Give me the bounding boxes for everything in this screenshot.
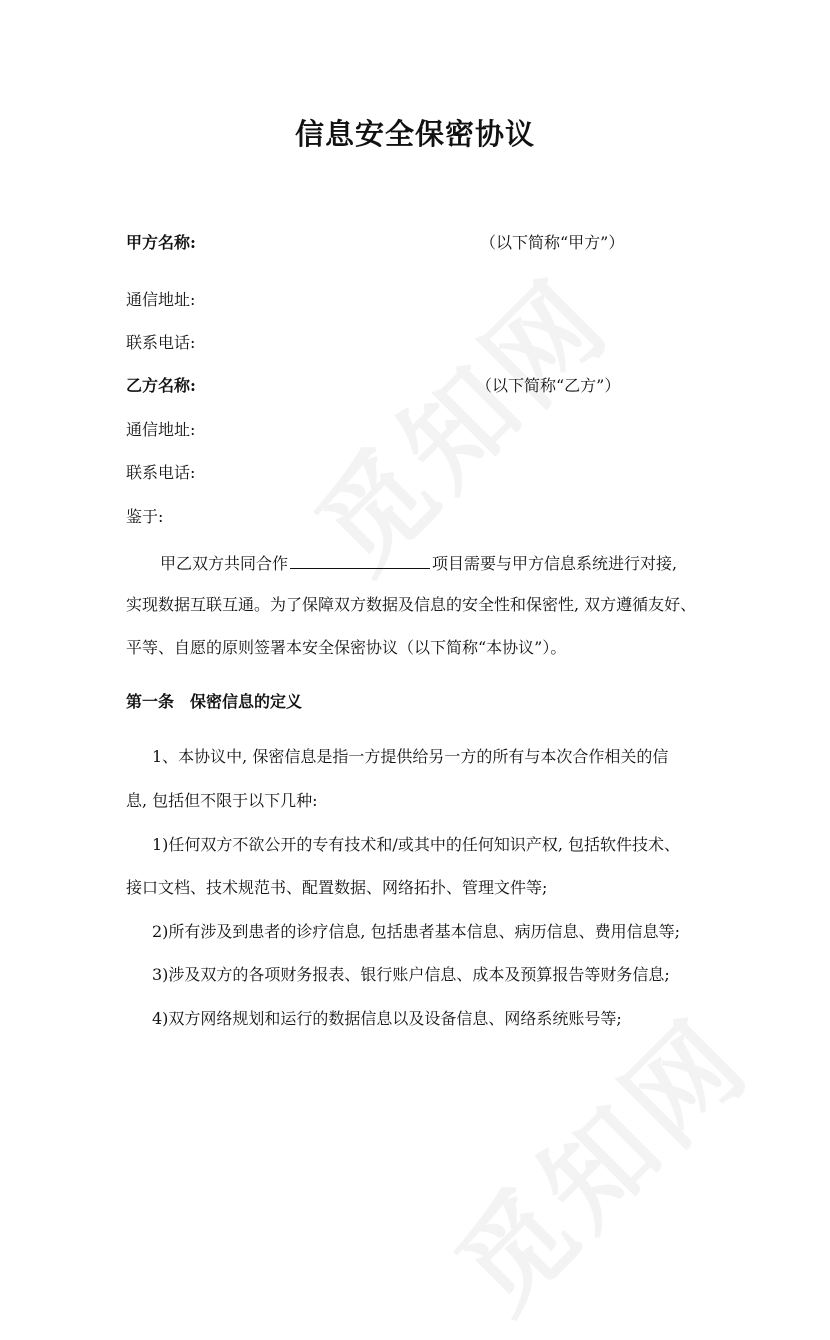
whereas-paragraph-line [160,550,677,575]
party-b-alias: （以下简称“乙方”） [476,376,621,395]
party-a-phone-label: 联系电话: [126,333,196,352]
party-b-address-label: 通信地址: [126,420,196,439]
party-b-phone-label: 联系电话: [126,463,196,482]
article-paragraph-line: 息, 包括但不限于以下几种: [126,791,318,810]
whereas-text: 项目需要与甲方信息系统进行对接, [432,554,678,573]
list-item: 3)涉及双方的各项财务报表、银行账户信息、成本及预算报告等财务信息; [152,965,670,984]
list-item: 1)任何双方不欲公开的专有技术和/或其中的任何知识产权, 包括软件技术、 [152,835,680,854]
whereas-paragraph-line: 实现数据互联互通。为了保障双方数据及信息的安全性和保密性, 双方遵循友好、 [126,595,697,614]
article-paragraph-line: 1、本协议中, 保密信息是指一方提供给另一方的所有与本次合作相关的信 [152,747,669,766]
whereas-label: 鉴于: [126,507,164,526]
watermark [416,978,778,1340]
list-item: 2)所有涉及到患者的诊疗信息, 包括患者基本信息、病历信息、费用信息等; [152,922,680,941]
article-heading: 第一条 保密信息的定义 [126,692,303,711]
party-b-name-label: 乙方名称: [126,376,196,395]
list-item: 4)双方网络规划和运行的数据信息以及设备信息、网络系统账号等; [152,1009,622,1028]
party-a-alias: （以下简称“甲方”） [480,233,625,252]
watermark [276,238,638,600]
party-a-name-label: 甲方名称: [126,233,196,252]
whereas-paragraph-line: 平等、自愿的原则签署本安全保密协议（以下简称“本协议”）。 [126,638,567,657]
project-name-blank [290,550,430,569]
whereas-text: 甲乙双方共同合作 [160,554,289,573]
document-title: 信息安全保密协议 [294,117,535,151]
party-a-address-label: 通信地址: [126,290,196,309]
list-item: 接口文档、技术规范书、配置数据、网络拓扑、管理文件等; [126,878,548,897]
